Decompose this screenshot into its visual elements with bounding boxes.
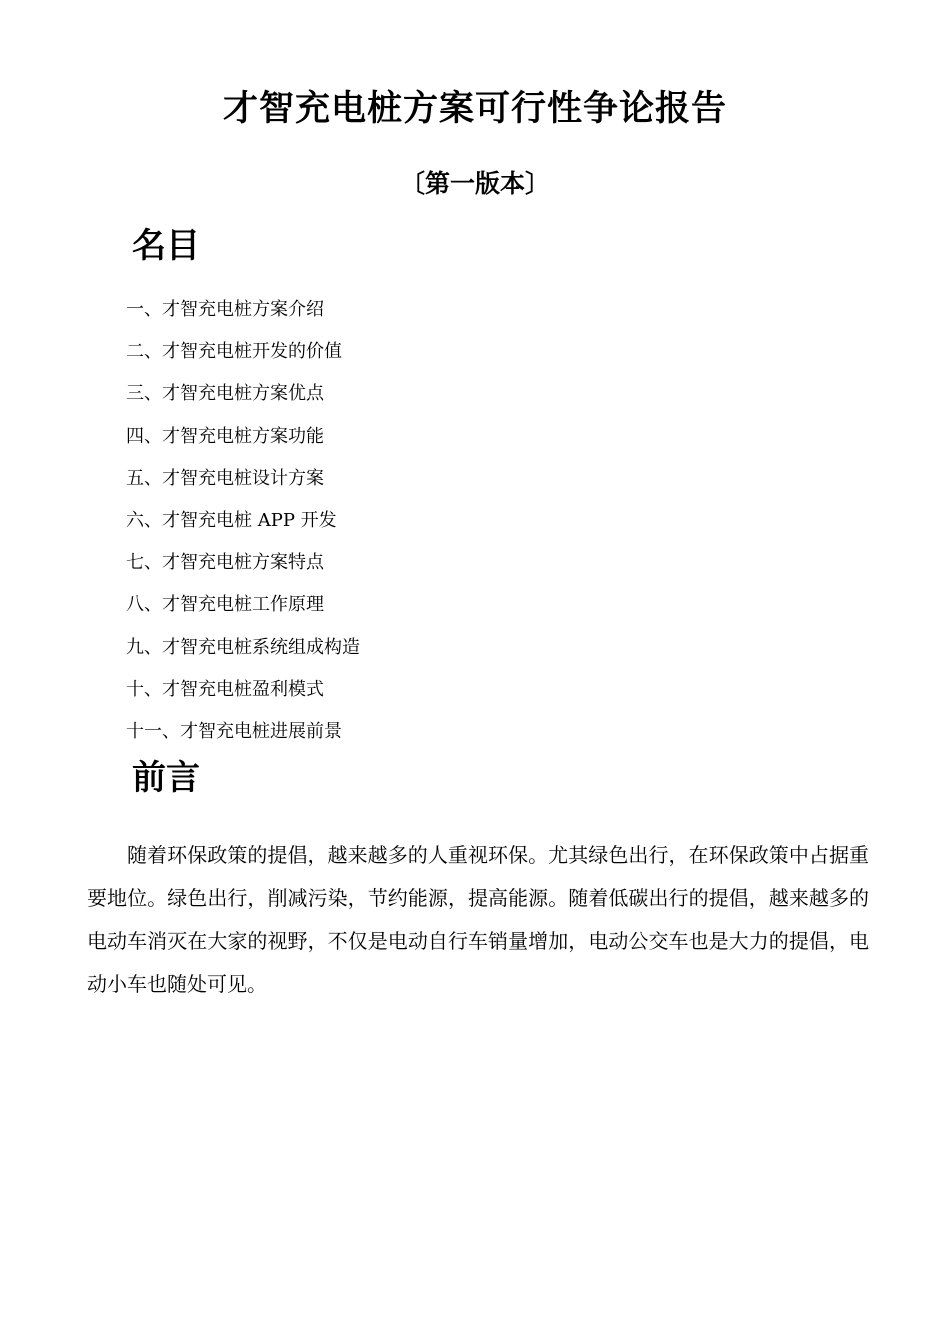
document-title: 才智充电桩方案可行性争论报告 (222, 89, 727, 129)
preface-paragraph: 随着环保政策的提倡，越来越多的人重视环保。尤其绿色出行，在环保政策中占据重要地位。绿色出行，削减污染，节约能源，提高能源。随着低碳出行的提倡，越来越多的电动车消灭在大家的视野，不仅是电动自行车销量增加，电动公交车也是大力的提倡，电动小车也随处可见。 (87, 843, 869, 996)
toc-item: 十一、才智充电桩进展前景 (126, 720, 342, 742)
document-subtitle: 〔第一版本〕 (399, 169, 550, 198)
toc-item: 十、才智充电桩盈利模式 (126, 678, 324, 700)
toc-item: 二、才智充电桩开发的价值 (126, 341, 342, 363)
toc-item: 三、才智充电桩方案优点 (126, 383, 324, 405)
table-of-contents (126, 296, 360, 760)
toc-item: 七、才智充电桩方案特点 (126, 552, 324, 574)
toc-item: 一、才智充电桩方案介绍 (126, 299, 324, 320)
toc-item: 五、才智充电桩设计方案 (126, 467, 324, 489)
preface-heading: 前言 (132, 758, 200, 798)
toc-item: 六、才智充电桩 APP 开发 (126, 509, 337, 531)
toc-item: 九、才智充电桩系统组成构造 (126, 636, 360, 658)
toc-heading: 名目 (132, 226, 200, 266)
toc-item: 四、才智充电桩方案功能 (126, 425, 324, 447)
toc-item: 八、才智充电桩工作原理 (126, 594, 324, 616)
